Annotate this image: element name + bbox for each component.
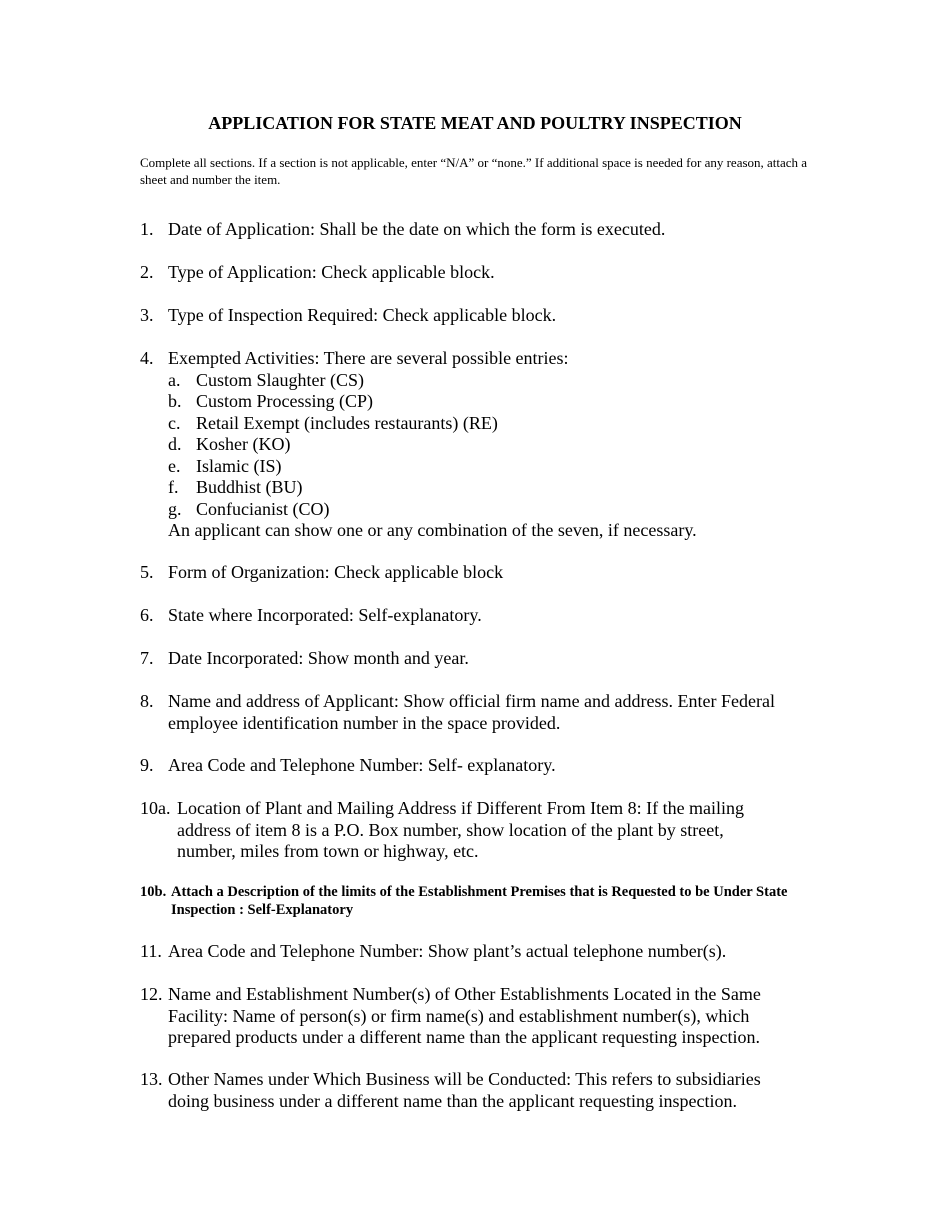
sub-item-letter: d. xyxy=(168,434,182,454)
item-number: 13. xyxy=(140,1069,163,1089)
list-item-5 xyxy=(140,562,808,584)
item-footer-text: An applicant can show one or any combination of the seven, if necessary. xyxy=(168,520,697,540)
item-number: 3. xyxy=(140,305,154,325)
list-item-6 xyxy=(140,605,808,627)
item-number: 2. xyxy=(140,262,154,282)
item-text: Area Code and Telephone Number: Show plant’s actual telephone number(s). xyxy=(168,941,727,961)
sub-item-letter: f. xyxy=(168,477,179,497)
list-item-4 xyxy=(140,348,828,542)
item-text: Date Incorporated: Show month and year. xyxy=(168,648,469,668)
item-text: Exempted Activities: There are several possible entries: xyxy=(168,348,569,368)
list-item-9 xyxy=(140,755,808,777)
list-item-10b xyxy=(140,883,820,919)
item-number: 8. xyxy=(140,691,154,711)
item-number: 9. xyxy=(140,755,154,775)
sub-item-text: Buddhist (BU) xyxy=(196,477,303,497)
item-number: 12. xyxy=(140,984,163,1004)
item-text: Area Code and Telephone Number: Self- explanatory. xyxy=(168,755,556,775)
instructions-paragraph: Complete all sections. If a section is not applicable, enter “N/A” or “none.” If additional space is needed for any reason, attach a sheet and number the item. xyxy=(140,155,808,187)
item-text: Name and address of Applicant: Show official firm name and address. Enter Federal employee identification number in the space provided. xyxy=(168,691,775,733)
sub-item-letter: c. xyxy=(168,412,181,433)
sub-item-f xyxy=(168,477,828,499)
sub-item-b xyxy=(168,391,828,413)
sub-item-e xyxy=(168,456,828,478)
item-number: 6. xyxy=(140,605,154,625)
sub-item-letter: e. xyxy=(168,455,181,476)
list-item-12 xyxy=(140,984,793,1049)
list-item-11 xyxy=(140,941,828,963)
list-item-1 xyxy=(140,219,808,241)
item-text: Type of Inspection Required: Check applicable block. xyxy=(168,305,557,325)
item-text: State where Incorporated: Self-explanatory. xyxy=(168,605,482,625)
item-number: 5. xyxy=(140,562,154,582)
item-number: 7. xyxy=(140,648,154,668)
item-number: 1. xyxy=(140,219,154,239)
sub-item-c xyxy=(168,413,828,435)
item-number: 10a. xyxy=(140,798,171,818)
list-item-10a xyxy=(140,798,777,863)
sub-item-letter: a. xyxy=(168,369,181,390)
item-text: Form of Organization: Check applicable block xyxy=(168,562,504,582)
item-number: 11. xyxy=(140,941,162,961)
item-text: Type of Application: Check applicable block. xyxy=(168,262,495,282)
item-text: Date of Application: Shall be the date on which the form is executed. xyxy=(168,219,666,239)
list-item-7 xyxy=(140,648,808,670)
list-item-13 xyxy=(140,1069,793,1112)
item-text: Name and Establishment Number(s) of Other Establishments Located in the Same Facility: Name of person(s) or firm name(s) and establishment number(s), which prepared products under a different name than the applicant requesting inspection. xyxy=(168,984,761,1047)
sub-item-text: Kosher (KO) xyxy=(196,434,291,454)
item-number: 4. xyxy=(140,348,154,368)
sub-item-a xyxy=(168,370,828,392)
item-text: Other Names under Which Business will be Conducted: This refers to subsidiaries doing business under a different name than the applicant requesting inspection. xyxy=(168,1069,761,1111)
item-text: Location of Plant and Mailing Address if Different From Item 8: If the mailing address of item 8 is a P.O. Box number, show location of the plant by street, number, miles from town or highway, etc. xyxy=(177,798,745,861)
sub-item-d xyxy=(168,434,828,456)
sub-item-text: Islamic (IS) xyxy=(196,455,282,476)
sub-item-text: Custom Slaughter (CS) xyxy=(196,369,365,390)
list-item-8 xyxy=(140,691,808,734)
sub-item-text: Confucianist (CO) xyxy=(196,498,330,519)
sub-item-text: Custom Processing (CP) xyxy=(196,391,374,411)
sub-item-letter: b. xyxy=(168,391,182,411)
list-item-3 xyxy=(140,305,808,327)
sub-item-text: Retail Exempt (includes restaurants) (RE) xyxy=(196,412,498,433)
item-number: 10b. xyxy=(140,884,167,900)
list-item-2 xyxy=(140,262,808,284)
sub-item-letter: g. xyxy=(168,498,182,519)
sub-item-g xyxy=(168,499,828,521)
item-text: Attach a Description of the limits of the Establishment Premises that is Requested to be Under State Inspection : Self-Explanatory xyxy=(171,884,788,918)
page-title: APPLICATION FOR STATE MEAT AND POULTRY INSPECTION xyxy=(208,113,742,133)
